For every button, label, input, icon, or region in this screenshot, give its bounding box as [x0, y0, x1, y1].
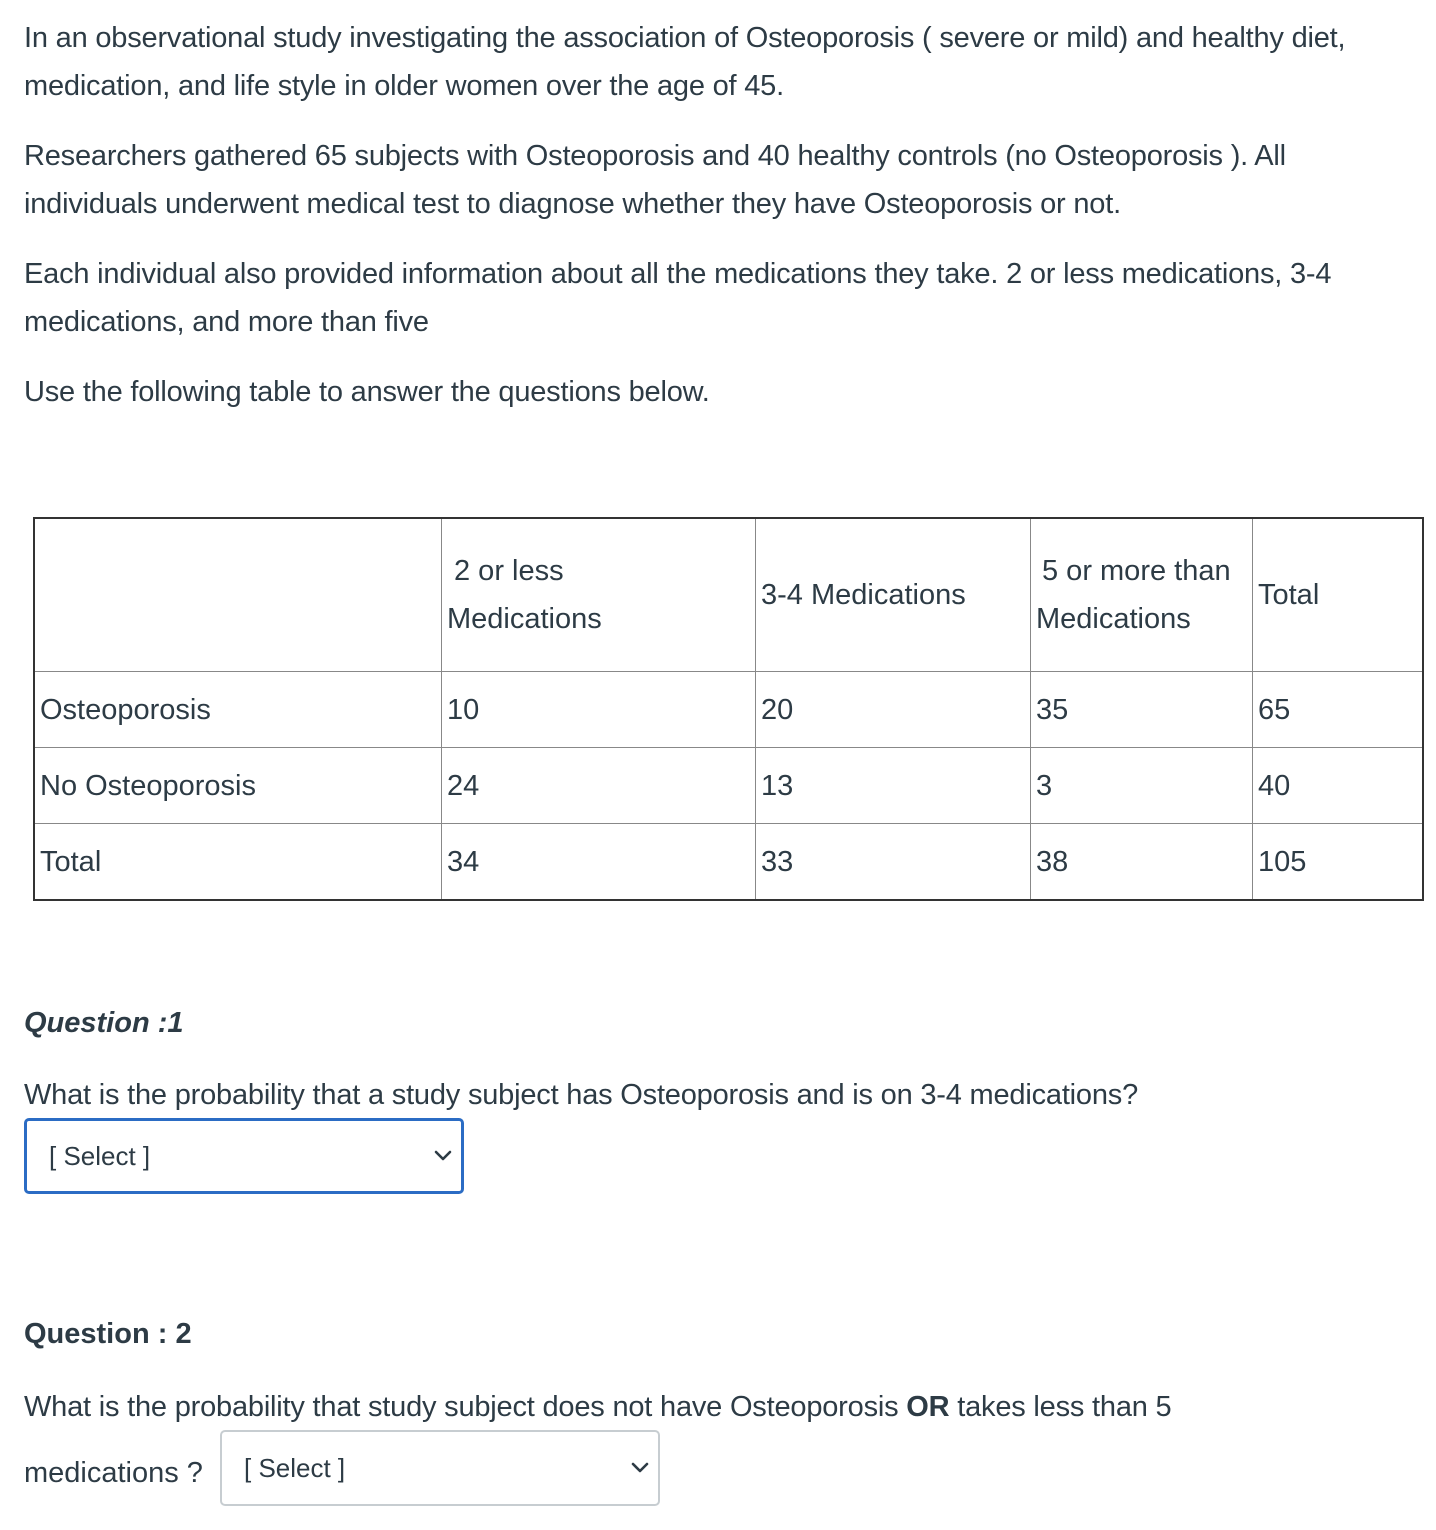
table-cell: 65 [1253, 672, 1423, 748]
table-cell: 33 [756, 824, 1031, 900]
row-label: No Osteoporosis [35, 748, 442, 824]
header-text: Medications [447, 603, 602, 635]
header-text: Total [1258, 579, 1320, 611]
question-2-text-before: What is the probability that study subject does not have Osteoporosis [24, 1391, 907, 1423]
table-row [35, 824, 1423, 900]
table-header-cell [756, 519, 1031, 672]
header-text: 5 or more than [1042, 555, 1231, 587]
table-row [35, 748, 1423, 824]
question-2-text [24, 1387, 1171, 1427]
medications-table [34, 518, 1423, 900]
question-2-select[interactable] [220, 1430, 660, 1506]
question-2-text-after: takes less than 5 [949, 1391, 1172, 1423]
intro-paragraph-3: Each individual also provided information about all the medications they take. 2 or less medications, 3-4 medications, and more than five [24, 258, 1332, 338]
table-cell: 34 [442, 824, 756, 900]
table-row [35, 672, 1423, 748]
question-2-title: Question : 2 [24, 1318, 192, 1350]
table-header-cell [1253, 519, 1423, 672]
intro-paragraph-1: In an observational study investigating the association of Osteoporosis ( severe or mild) and healthy diet, medication, and life style in older women over the age of 45. [24, 22, 1346, 102]
table-cell: 35 [1031, 672, 1253, 748]
chevron-down-icon [433, 1146, 453, 1166]
question-1-select[interactable] [24, 1118, 464, 1194]
table-header-row [35, 519, 1423, 672]
table-cell: 3 [1031, 748, 1253, 824]
table-cell: 38 [1031, 824, 1253, 900]
table-cell: 40 [1253, 748, 1423, 824]
question-1-text: What is the probability that a study subject has Osteoporosis and is on 3-4 medications? [24, 1079, 1139, 1111]
row-label: Total [35, 824, 442, 900]
table-cell: 20 [756, 672, 1031, 748]
table-cell: 105 [1253, 824, 1423, 900]
header-text: 3-4 Medications [761, 579, 966, 611]
table-cell: 13 [756, 748, 1031, 824]
intro-paragraph-4: Use the following table to answer the questions below. [24, 376, 710, 408]
header-text: 2 or less [454, 555, 564, 587]
table-cell: 10 [442, 672, 756, 748]
select-value: [ Select ] [244, 1452, 346, 1483]
question-2-text-line2: medications ? [24, 1457, 203, 1489]
question-1-title: Question :1 [24, 1007, 184, 1039]
header-text: Medications [1036, 603, 1191, 635]
chevron-down-icon [630, 1458, 650, 1478]
row-label: Osteoporosis [35, 672, 442, 748]
question-content [24, 14, 1420, 416]
table-cell: 24 [442, 748, 756, 824]
question-2-text-bold: OR [906, 1391, 950, 1423]
table-header-empty [35, 519, 442, 672]
intro-paragraph-2: Researchers gathered 65 subjects with Osteoporosis and 40 healthy controls (no Osteoporosis ). All individuals underwent medical test to diagnose whether they have Osteoporosis or not. [24, 140, 1286, 220]
table-header-cell [442, 519, 756, 672]
select-value: [ Select ] [49, 1140, 151, 1171]
table-header-cell [1031, 519, 1253, 672]
